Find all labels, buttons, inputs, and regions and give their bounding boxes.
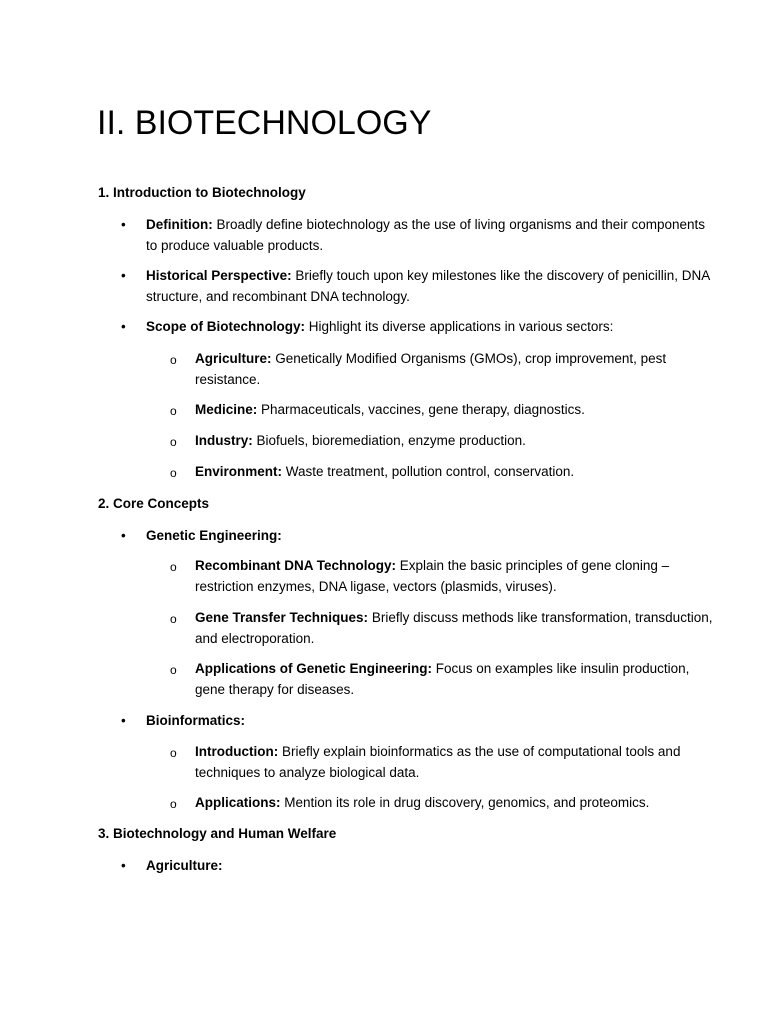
list-item — [146, 526, 718, 547]
item-label: Agriculture: — [146, 858, 223, 873]
item-label: Recombinant DNA Technology: — [195, 558, 397, 573]
item-text: Highlight its diverse applications in various sectors: — [305, 319, 614, 334]
section-heading: 2. Core Concepts — [98, 496, 210, 511]
sub-bullet-marker: o — [170, 797, 177, 811]
item-text: Mention its role in drug discovery, genomics, and proteomics. — [280, 795, 650, 810]
item-label: Environment: — [195, 464, 283, 479]
page-title: II. BIOTECHNOLOGY — [97, 104, 432, 142]
item-label: Applications: — [195, 795, 281, 810]
item-text: Broadly define biotechnology as the use of living organisms and their components to produce valuable products. — [146, 217, 706, 253]
sub-list-item — [195, 400, 718, 421]
item-label: Historical Perspective: — [146, 268, 292, 283]
item-text: Explain the basic principles of gene cloning – restriction enzymes, DNA ligase, vectors (plasmids, viruses). — [195, 558, 670, 594]
sub-list-item — [195, 556, 718, 597]
list-item — [146, 266, 718, 307]
sub-bullet-marker: o — [170, 435, 177, 449]
item-label: Definition: — [146, 217, 213, 232]
item-label: Agriculture: — [195, 351, 272, 366]
sub-list-item — [195, 431, 718, 452]
sub-list-item — [195, 742, 718, 783]
item-text: Biofuels, bioremediation, enzyme production. — [252, 433, 526, 448]
item-label: Scope of Biotechnology: — [146, 319, 306, 334]
sub-bullet-marker: o — [170, 746, 177, 760]
bullet-marker: • — [121, 217, 126, 232]
list-item — [146, 856, 718, 877]
item-label: Introduction: — [195, 744, 279, 759]
list-item — [146, 215, 718, 256]
item-label: Industry: — [195, 433, 253, 448]
sub-bullet-marker: o — [170, 353, 177, 367]
sub-bullet-marker: o — [170, 612, 177, 626]
list-item — [146, 317, 718, 338]
bullet-marker: • — [121, 268, 126, 283]
sub-list-item — [195, 608, 718, 649]
item-label: Genetic Engineering: — [146, 528, 282, 543]
item-text: Genetically Modified Organisms (GMOs), crop improvement, pest resistance. — [195, 351, 667, 387]
item-label: Medicine: — [195, 402, 258, 417]
item-text: Pharmaceuticals, vaccines, gene therapy, diagnostics. — [257, 402, 585, 417]
item-label: Applications of Genetic Engineering: — [195, 661, 433, 676]
sub-list-item — [195, 793, 718, 814]
item-text: Focus on examples like insulin production, gene therapy for diseases. — [195, 661, 690, 697]
section-heading: 1. Introduction to Biotechnology — [98, 185, 306, 200]
item-label: Gene Transfer Techniques: — [195, 610, 369, 625]
sub-bullet-marker: o — [170, 404, 177, 418]
bullet-marker: • — [121, 528, 126, 543]
item-label: Bioinformatics: — [146, 713, 246, 728]
sub-list-item — [195, 349, 718, 390]
sub-list-item — [195, 659, 718, 700]
item-text: Waste treatment, pollution control, conservation. — [282, 464, 575, 479]
item-text: Briefly discuss methods like transformation, transduction, and electroporation. — [195, 610, 713, 646]
bullet-marker: • — [121, 319, 126, 334]
section-heading: 3. Biotechnology and Human Welfare — [98, 826, 337, 841]
list-item — [146, 711, 718, 732]
item-text: Briefly explain bioinformatics as the use of computational tools and techniques to analyze biological data. — [195, 744, 681, 780]
sub-bullet-marker: o — [170, 560, 177, 574]
bullet-marker: • — [121, 713, 126, 728]
sub-bullet-marker: o — [170, 663, 177, 677]
sub-list-item — [195, 462, 718, 483]
bullet-marker: • — [121, 858, 126, 873]
sub-bullet-marker: o — [170, 466, 177, 480]
item-text: Briefly touch upon key milestones like the discovery of penicillin, DNA structure, and recombinant DNA technology. — [146, 268, 710, 304]
